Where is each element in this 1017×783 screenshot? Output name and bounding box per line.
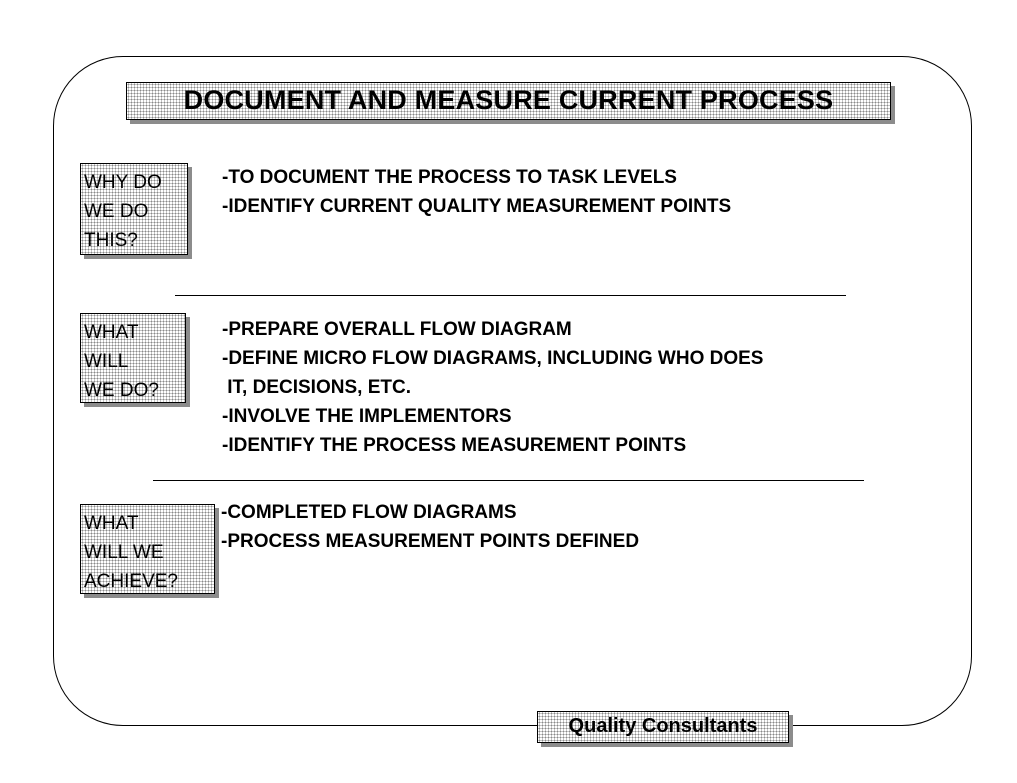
section-divider bbox=[153, 480, 864, 481]
what-answer-item: IT, DECISIONS, ETC. bbox=[222, 377, 411, 398]
why-question-line: THIS? bbox=[84, 230, 138, 251]
what-answer-item: -INVOLVE THE IMPLEMENTORS bbox=[222, 406, 512, 427]
slide-title: DOCUMENT AND MEASURE CURRENT PROCESS bbox=[183, 85, 834, 115]
achieve-question-line: ACHIEVE? bbox=[84, 571, 178, 592]
what-question-line: WE DO? bbox=[84, 380, 159, 401]
what-question-line: WHAT bbox=[84, 322, 139, 343]
what-answer-item: -IDENTIFY THE PROCESS MEASUREMENT POINTS bbox=[222, 435, 687, 456]
footer-box bbox=[537, 711, 789, 743]
why-question-box bbox=[80, 163, 188, 255]
why-answer-list bbox=[222, 163, 731, 221]
title-box bbox=[126, 82, 891, 120]
why-question-line: WHY DO bbox=[84, 172, 162, 193]
section-divider bbox=[175, 295, 846, 296]
achieve-question-box bbox=[80, 504, 215, 594]
what-answer-list bbox=[222, 315, 763, 460]
what-question-box bbox=[80, 313, 186, 403]
what-question-line: WILL bbox=[84, 351, 129, 372]
footer-label: Quality Consultants bbox=[568, 715, 758, 737]
achieve-question-line: WHAT bbox=[84, 513, 139, 534]
what-answer-item: -DEFINE MICRO FLOW DIAGRAMS, INCLUDING WHO DOES bbox=[222, 348, 764, 369]
why-answer-item: -IDENTIFY CURRENT QUALITY MEASUREMENT POINTS bbox=[222, 196, 732, 217]
what-answer-item: -PREPARE OVERALL FLOW DIAGRAM bbox=[222, 319, 572, 340]
achieve-answer-list bbox=[221, 498, 639, 556]
why-question-line: WE DO bbox=[84, 201, 149, 222]
achieve-answer-item: -PROCESS MEASUREMENT POINTS DEFINED bbox=[221, 531, 640, 552]
achieve-answer-item: -COMPLETED FLOW DIAGRAMS bbox=[221, 502, 517, 523]
why-answer-item: -TO DOCUMENT THE PROCESS TO TASK LEVELS bbox=[222, 167, 677, 188]
achieve-question-line: WILL WE bbox=[84, 542, 164, 563]
